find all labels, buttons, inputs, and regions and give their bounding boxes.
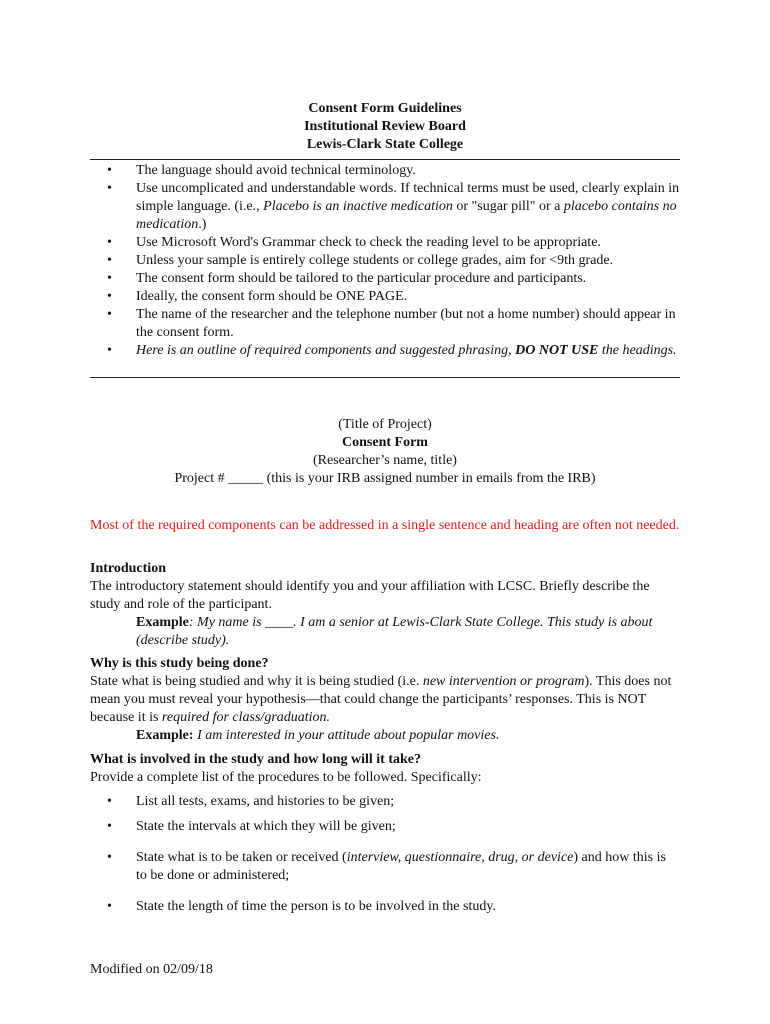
consent-form-title: Consent Form: [342, 435, 428, 450]
footer-modified-date: Modified on 02/09/18: [90, 962, 213, 977]
header-college: Lewis-Clark State College: [306, 137, 464, 152]
guidelines-list: [90, 162, 680, 360]
guideline-item: • The language should avoid technical terminology.: [90, 162, 680, 180]
why-text: State what is being studied and why it is being studied (i.e. new intervention or program). This does not mean you must reveal your hypothesis—that could change the participants’ responses. This is NOT because it is required for class/graduation.: [90, 674, 672, 725]
why-heading: Why is this study being done?: [90, 656, 269, 671]
document-header: [90, 100, 680, 154]
guideline-item: • Unless your sample is entirely college students or college grades, aim for <9th grade.: [90, 252, 680, 270]
involved-section: [90, 751, 680, 787]
involved-text: Provide a complete list of the procedures to be followed. Specifically:: [90, 770, 482, 785]
guideline-item: • Use uncomplicated and understandable words. If technical terms must be used, clearly explain in simple language. (i.e., Placebo is an inactive medication or "sugar pill" or a placebo contains no medication.): [90, 180, 680, 234]
project-heading: [90, 416, 680, 488]
procedure-item: • State what is to be taken or received (interview, questionnaire, drug, or device) and how this is to be done or administered;: [90, 849, 680, 885]
guideline-item: • The name of the researcher and the telephone number (but not a home number) should appear in the consent form.: [90, 306, 680, 342]
procedure-item: • List all tests, exams, and histories to be given;: [90, 793, 680, 811]
guideline-item: • The consent form should be tailored to the particular procedure and participants.: [90, 270, 680, 288]
guideline-item: • Use Microsoft Word's Grammar check to check the reading level to be appropriate.: [90, 234, 680, 252]
procedure-item: • State the length of time the person is to be involved in the study.: [90, 898, 680, 916]
introduction-heading: Introduction: [90, 561, 166, 576]
project-title: (Title of Project): [338, 417, 432, 432]
researcher-name: (Researcher’s name, title): [313, 453, 457, 468]
header-board: Institutional Review Board: [304, 119, 466, 134]
guideline-item: • Ideally, the consent form should be ONE PAGE.: [90, 288, 680, 306]
why-example: Example: I am interested in your attitude about popular movies.: [136, 728, 500, 743]
required-components-note: Most of the required components can be addressed in a single sentence and heading are often not needed.: [90, 518, 680, 533]
involved-heading: What is involved in the study and how long will it take?: [90, 752, 422, 767]
project-number: Project # _____ (this is your IRB assigned number in emails from the IRB): [174, 471, 596, 486]
procedure-item: • State the intervals at which they will be given;: [90, 818, 680, 836]
why-section: [90, 655, 680, 745]
divider-top: [90, 159, 680, 160]
introduction-section: [90, 560, 680, 650]
divider-bottom: [90, 377, 680, 378]
introduction-text: The introductory statement should identify you and your affiliation with LCSC. Briefly describe the study and role of the participant.: [90, 579, 650, 612]
header-title: Consent Form Guidelines: [308, 101, 462, 116]
introduction-example: Example: My name is ____. I am a senior at Lewis-Clark State College. This study is about (describe study).: [136, 615, 653, 648]
guideline-item: • Here is an outline of required components and suggested phrasing, DO NOT USE the headings.: [90, 342, 680, 360]
